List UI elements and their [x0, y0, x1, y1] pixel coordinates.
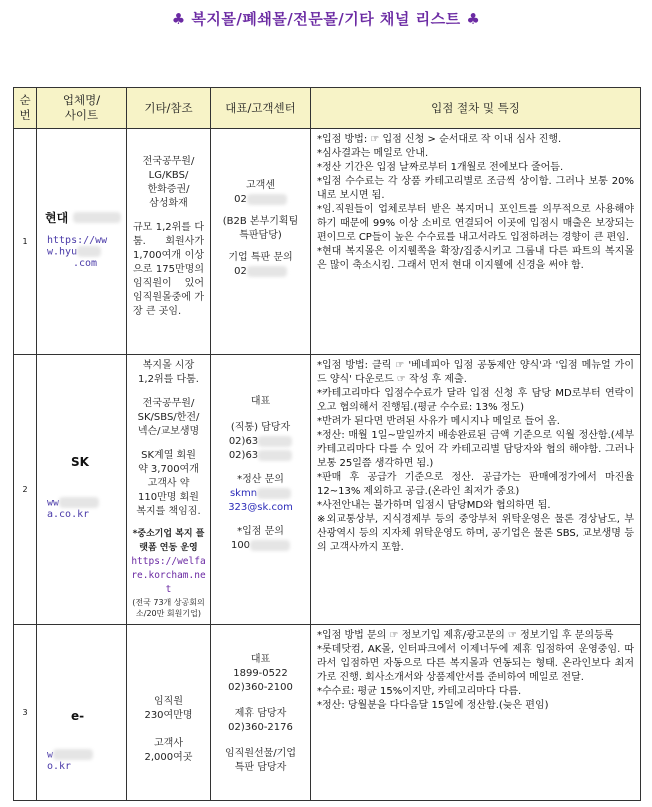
etc-line: 1,2위를 다툼.: [138, 374, 199, 385]
rep-line: 제휴 담당자: [234, 708, 287, 719]
rep-line: 02)63: [228, 450, 259, 461]
rep-line: 특판 담당자: [234, 762, 287, 773]
proc-line: *사전안내는 불가하며 입점시 담당MD와 협의하면 됨.: [317, 500, 551, 511]
proc-cell: [311, 355, 641, 625]
title-text: 복지몰/폐쇄몰/전문몰/기타 채널 리스트: [191, 10, 461, 28]
company-name: e-: [71, 709, 85, 723]
etc-line: 임직원: [154, 696, 183, 707]
redacted-block: [250, 540, 290, 551]
rep-line: 02: [234, 194, 247, 205]
redacted-block: [258, 450, 292, 461]
rep-line: 1899-0522: [233, 668, 288, 679]
etc-line: LG/KBS/: [148, 170, 189, 181]
redacted-block: [59, 497, 99, 508]
proc-line: *카테고리마다 입점수수료가 달라 입점 신청 후 담당 MD로부터 연락이 오고 협의해서 진행됨.(평균 수수료: 13% 정도): [317, 388, 634, 413]
proc-cell: [311, 625, 641, 801]
rep-cell: [211, 129, 311, 355]
rep-cell: [211, 355, 311, 625]
etc-line: 삼성화재: [149, 198, 188, 209]
etc-line: 230여만명: [144, 710, 193, 721]
etc-small: (전국 73개 상공회의소/20만 회원기업): [132, 598, 205, 618]
rep-line: (직통) 담당자: [230, 422, 291, 433]
proc-line: *입점 수수료는 각 상품 카테고리별로 조금씩 상이함. 그러나 보통 20%내로 보시면 됨.: [317, 176, 634, 201]
etc-line: 복지를 책임짐.: [136, 506, 201, 517]
etc-cell: [127, 129, 211, 355]
redacted-block: [247, 266, 287, 277]
rep-line: 100: [230, 540, 251, 551]
rep-line: *입점 문의: [237, 526, 284, 537]
url-part: w.hyu: [47, 246, 78, 258]
etc-line: 110만명 회원: [138, 492, 199, 503]
url-part: .com: [73, 257, 98, 269]
proc-line: *정산: 매월 1일~말일까지 배송완료된 금액 기준으로 익월 정산함.(세부 카테고리마다 다를 수 있어 각 카테고리별 담당자와 협의 해야함. 그러나 보통 25일쯤 생각하면 됨.): [317, 430, 634, 469]
table-row: [14, 625, 641, 801]
redacted-block: [77, 246, 101, 257]
rep-line: 02)360-2176: [228, 722, 293, 733]
proc-line: *반려가 된다면 반려된 사유가 메시지나 메일로 들어 옴.: [317, 416, 560, 427]
redacted-block: [53, 749, 93, 760]
channel-table: [13, 87, 641, 801]
proc-line: *정산: 당월분을 다다음달 15일에 정산함.(늦은 편임): [317, 700, 549, 711]
etc-line: 전국공무원/: [142, 398, 195, 409]
redacted-block: [258, 436, 292, 447]
proc-line: *정산 기간은 입점 날짜로부터 1개월로 전에보다 줄어듬.: [317, 162, 564, 173]
company-cell: [37, 625, 127, 801]
row-num: 2: [14, 355, 37, 625]
proc-line: *판매 후 공급가 기준으로 정산. 공급가는 판매예정가에서 마진율 12~13% 제외하고 공급.(온라인 최저가 중요): [317, 472, 634, 497]
proc-line: *입점 방법: ☞ 입점 신청 > 순서대로 작 이내 심사 진행.: [317, 134, 562, 145]
etc-line: 넥슨/교보생명: [137, 426, 200, 437]
url-part: w: [47, 749, 54, 761]
rep-line: 02)63: [228, 436, 259, 447]
rep-line: 임직원선물/기업: [225, 748, 296, 759]
club-icon: ♣: [171, 10, 186, 28]
etc-line: 한화증권/: [147, 184, 190, 195]
rep-line: 323@sk.com: [228, 502, 293, 513]
proc-cell: [311, 129, 641, 355]
rep-line: 02)360-2100: [228, 682, 293, 693]
etc-url[interactable]: https://welfare.korcham.net: [131, 556, 206, 595]
proc-line: *입점 방법 문의 ☞ 정보기입 제휴/광고문의 ☞ 정보기입 후 문의등록: [317, 630, 614, 641]
club-icon: ♣: [466, 10, 481, 28]
proc-line: *수수료: 평균 15%이지만, 카테고리마다 다름.: [317, 686, 522, 697]
header-rep: 대표/고객센터: [211, 88, 311, 129]
rep-cell: [211, 625, 311, 801]
etc-line: SK/SBS/한전/: [137, 412, 200, 423]
etc-line: 2,000여곳: [144, 752, 193, 763]
row-num: 1: [14, 129, 37, 355]
rep-line: 고객센: [246, 180, 275, 191]
url-part: https://ww: [47, 235, 108, 246]
company-cell: [37, 355, 127, 625]
etc-cell: [127, 625, 211, 801]
etc-line: 전국공무원/: [142, 156, 195, 167]
url-part: ww: [47, 497, 60, 509]
rep-line: (B2B 본부기획팀: [222, 216, 299, 227]
header-num: 순 번: [14, 88, 37, 129]
etc-note: *중소기업 복지 플랫폼 연동 운영: [132, 529, 205, 553]
table-header: [14, 88, 641, 129]
redacted-block: [73, 212, 121, 223]
proc-line: *롯데닷컴, AK몰, 인터파크에서 이제너두에 제휴 입점하여 운영중임. 따라서 입점하면 자동으로 다른 복지몰과 연동되는 형태. 온라인보다 최저가로 진행. 회사소개서와 상품제안서를 준비하여 메일로 전달.: [317, 644, 634, 683]
company-cell: [37, 129, 127, 355]
rep-line: 기업 특판 문의: [228, 252, 293, 263]
proc-line: *심사결과는 메일로 안내.: [317, 148, 429, 159]
etc-line: 고객사: [154, 738, 183, 749]
company-url[interactable]: [47, 749, 93, 772]
etc-line: 고객사 약: [147, 478, 190, 489]
company-url[interactable]: [47, 235, 123, 269]
header-proc: 입점 절차 및 특징: [311, 88, 641, 129]
rep-line: 02: [234, 266, 247, 277]
proc-line: *입점 방법: 클릭 ☞ '베네피아 입점 공동제안 양식'과 '입점 메뉴얼 가이드 양식' 다운로드 ☞ 작성 후 제출.: [317, 360, 634, 385]
company-name: 현대: [45, 211, 69, 225]
redacted-block: [257, 488, 291, 499]
rep-line: 특판담당): [239, 230, 282, 241]
url-part: o.kr: [47, 760, 72, 772]
header-etc: 기타/참조: [127, 88, 211, 129]
row-num: 3: [14, 625, 37, 801]
table-row: [14, 355, 641, 625]
rep-line: 대표: [250, 396, 271, 407]
etc-cell: [127, 355, 211, 625]
etc-description: 규모 1,2위를 다툼. 회원사가 1,700여개 이상으로 175만명의 임직원이 있어 임직원몰중에 가장 큰 곳임.: [133, 222, 204, 317]
page-title: [0, 8, 652, 29]
redacted-block: [247, 194, 287, 205]
etc-line: 약 3,700여개: [138, 464, 199, 475]
proc-line: *현대 복지몰은 이지웰쪽을 확장/집중시키고 그룹내 다른 파트의 복지몰은 많이 축소시킴. 그래서 먼저 현대 이지웰에 신경을 써야 함.: [317, 246, 634, 271]
proc-line: ※외교통상부, 지식경제부 등의 중앙부처 위탁운영은 물론 경상남도, 부산광역시 등의 지자체 위탁운영도 하며, 공기업은 물론 SBS, 교보생명 등의 고객사까지 포함.: [317, 514, 634, 553]
header-name: 업체명/ 사이트: [37, 88, 127, 129]
rep-line: skmn: [229, 488, 258, 499]
url-part: a.co.kr: [47, 508, 90, 520]
company-name: SK: [71, 455, 89, 469]
proc-line: *임.직원들이 업체로부터 받은 복지머니 포인트를 의무적으로 사용해야 하기 때문에 99% 이상 소비로 연결되어 이곳에 입점시 매출은 보장되는 편이므로 CP들이 높은 수수료를 내고서라도 입점하려는 경향이 큰 편임.: [317, 204, 634, 243]
rep-line: 대표: [250, 654, 271, 665]
etc-line: 복지몰 시장: [142, 360, 195, 371]
etc-line: SK계열 회원: [141, 450, 196, 461]
company-url[interactable]: [47, 497, 99, 520]
table-row: [14, 129, 641, 355]
rep-line: *정산 문의: [237, 474, 284, 485]
